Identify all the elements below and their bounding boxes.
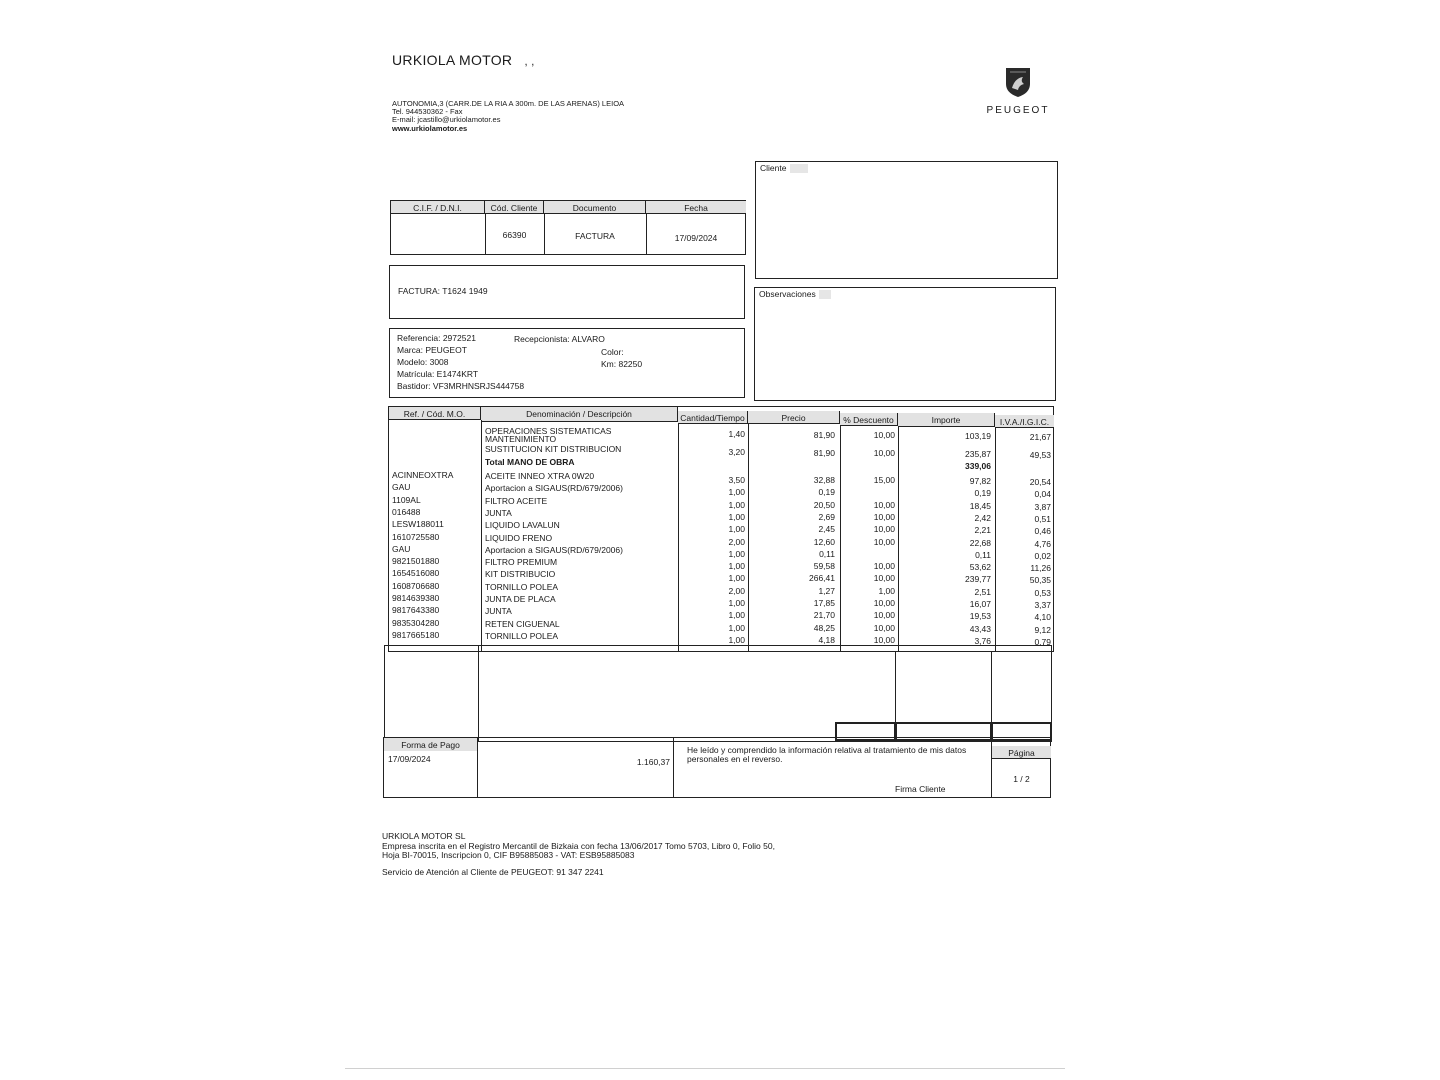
cell-vat: 4,76 bbox=[1034, 538, 1051, 549]
observations-redacted bbox=[819, 290, 831, 299]
cell-discount: 10,00 bbox=[873, 524, 895, 535]
cell-desc: FILTRO ACEITE bbox=[485, 495, 548, 506]
cell-desc: TORNILLO POLEA bbox=[485, 630, 559, 641]
cell-discount: 10,00 bbox=[873, 536, 895, 547]
observations-box bbox=[754, 287, 1056, 401]
cell-ref: ACINNEOXTRA bbox=[392, 470, 454, 480]
cell-vat: 21,67 bbox=[1029, 432, 1051, 442]
cell-ref: 1608706680 bbox=[392, 580, 440, 591]
cell-amount: 235,87 bbox=[965, 449, 991, 459]
cell-qty: 1,40 bbox=[728, 429, 745, 439]
company-address: AUTONOMIA,3 (CARR.DE LA RIA A 300m. DE LAS ARENAS) LEIOA bbox=[392, 99, 625, 108]
cell-price: 81,90 bbox=[813, 430, 835, 440]
footer-registry: Empresa inscrita en el Registro Mercantil de Bizkaia con fecha 13/06/2017 Tomo 5703, Libro 0, Folio 50, bbox=[382, 840, 775, 851]
company-phone: Tel. 944530362 - Fax bbox=[392, 107, 463, 117]
legal-footer bbox=[382, 832, 775, 877]
cell-price: 1,27 bbox=[818, 585, 835, 596]
cell-vat: 3,87 bbox=[1034, 501, 1051, 512]
cell-vat: 9,12 bbox=[1034, 624, 1051, 635]
cell-ref: 9835304280 bbox=[392, 617, 440, 628]
col-amount: Importe bbox=[898, 413, 995, 427]
cell-qty: 1,00 bbox=[728, 610, 745, 621]
cell-amount: 2,42 bbox=[974, 512, 991, 523]
cell-desc: KIT DISTRIBUCIO bbox=[485, 569, 556, 580]
cell-ref: 1654516080 bbox=[392, 568, 440, 579]
cell-discount: 1,00 bbox=[878, 585, 895, 596]
cell-price: 48,25 bbox=[813, 622, 835, 633]
lines-table bbox=[388, 406, 1054, 652]
cell-ref: GAU bbox=[392, 543, 411, 554]
cell-qty: 1,00 bbox=[728, 634, 745, 645]
cell-discount: 10,00 bbox=[873, 511, 895, 522]
payment-label: Forma de Pago bbox=[384, 738, 477, 751]
company-web: www.urkiolamotor.es bbox=[392, 123, 468, 133]
cell-ref: 9817643380 bbox=[392, 605, 440, 616]
cell-vat: 11,26 bbox=[1030, 563, 1051, 574]
lion-shield-icon bbox=[1003, 66, 1033, 98]
vehicle-km: Km: 82250 bbox=[601, 359, 643, 369]
cell-vat: 0,02 bbox=[1034, 550, 1051, 561]
cell-discount: 10,00 bbox=[873, 448, 895, 458]
cell-vat: 0,53 bbox=[1034, 587, 1051, 598]
cell-price: 0,19 bbox=[818, 487, 835, 498]
cell-price: 32,88 bbox=[813, 475, 835, 485]
cell-price: 2,69 bbox=[818, 511, 835, 522]
cell-desc: FILTRO PREMIUM bbox=[485, 557, 558, 568]
cell-qty: 1,00 bbox=[728, 499, 745, 510]
cell-ref: 9821501880 bbox=[392, 556, 440, 567]
cell-amount: 2,21 bbox=[974, 525, 991, 536]
cell-ref: GAU bbox=[392, 482, 411, 493]
cell-vat: 0,04 bbox=[1034, 489, 1051, 500]
cell-discount: 10,00 bbox=[873, 499, 895, 510]
vehicle-make: Marca: PEUGEOT bbox=[397, 345, 467, 355]
col-client-code: Cód. Cliente bbox=[485, 201, 544, 214]
cell-vat: 3,37 bbox=[1034, 600, 1051, 610]
cell-qty: 1,00 bbox=[728, 548, 745, 559]
cell-qty: 1,00 bbox=[728, 598, 745, 608]
peugeot-logo bbox=[975, 66, 1061, 114]
cell-amount: 53,62 bbox=[969, 562, 991, 573]
col-vat: I.V.A./I.G.I.C. bbox=[995, 415, 1054, 428]
cell-qty: 3,50 bbox=[728, 475, 745, 485]
col-quantity: Cantidad/Tiempo bbox=[678, 411, 748, 424]
signature-label: Firma Cliente bbox=[895, 784, 946, 794]
cell-qty: 1,00 bbox=[728, 622, 745, 633]
cell-qty: 2,00 bbox=[728, 585, 745, 596]
cell-ref: 016488 bbox=[392, 506, 421, 517]
cell-price: 81,90 bbox=[813, 448, 835, 458]
observations-label: Observaciones bbox=[759, 289, 816, 299]
invoice-total: 1.160,37 bbox=[636, 757, 670, 767]
cell-price: 4,18 bbox=[818, 634, 835, 645]
col-discount: % Descuento bbox=[840, 413, 898, 426]
cell-qty: 1,00 bbox=[728, 561, 745, 572]
cell-desc: RETEN CIGUENAL bbox=[485, 618, 560, 629]
cell-price: 0,11 bbox=[819, 548, 835, 559]
cell-qty: 3,20 bbox=[728, 447, 745, 457]
labour-total-value: 339,06 bbox=[965, 461, 991, 471]
vehicle-plate: Matrícula: E1474KRT bbox=[397, 369, 479, 379]
labour-desc-2: MANTENIMIENTO bbox=[485, 434, 557, 444]
page-number: 1 / 2 bbox=[1013, 774, 1030, 784]
client-code-value: 66390 bbox=[502, 230, 527, 240]
vehicle-model: Modelo: 3008 bbox=[397, 357, 449, 367]
invoice-number: FACTURA: T1624 1949 bbox=[398, 286, 488, 296]
cell-amount: 239,77 bbox=[965, 574, 991, 585]
cell-ref: 9814639380 bbox=[392, 593, 440, 603]
cell-amount: 0,11 bbox=[975, 549, 991, 560]
privacy-text-2: personales en el reverso. bbox=[687, 754, 783, 764]
cell-desc: JUNTA bbox=[485, 606, 512, 617]
cell-discount: 10,00 bbox=[873, 598, 895, 608]
cell-amount: 103,19 bbox=[965, 431, 991, 441]
cell-desc: JUNTA bbox=[485, 507, 512, 518]
company-email: E-mail: jcastillo@urkiolamotor.es bbox=[392, 115, 501, 125]
cell-discount: 10,00 bbox=[873, 634, 895, 645]
cell-discount: 15,00 bbox=[873, 475, 895, 485]
client-box bbox=[755, 161, 1058, 279]
cell-amount: 97,82 bbox=[969, 476, 991, 486]
cell-price: 59,58 bbox=[813, 561, 835, 572]
cell-desc: ACEITE INNEO XTRA 0W20 bbox=[485, 471, 595, 481]
cell-ref: 1610725580 bbox=[392, 531, 440, 542]
company-address-block bbox=[392, 100, 624, 133]
cell-amount: 22,68 bbox=[969, 537, 991, 548]
cell-ref: LESW188011 bbox=[392, 519, 444, 530]
cell-qty: 2,00 bbox=[728, 536, 745, 547]
date-value: 17/09/2024 bbox=[674, 233, 718, 243]
cell-desc: JUNTA DE PLACA bbox=[485, 594, 556, 604]
col-cif: C.I.F. / D.N.I. bbox=[391, 201, 485, 214]
scan-edge bbox=[345, 1068, 1065, 1069]
document-value: FACTURA bbox=[575, 231, 615, 241]
page-label: Página bbox=[992, 746, 1051, 759]
cell-ref: 9817665180 bbox=[392, 629, 440, 640]
cell-desc: TORNILLO POLEA bbox=[485, 581, 559, 592]
cell-amount: 43,43 bbox=[969, 623, 991, 634]
cell-vat: 0,79 bbox=[1034, 636, 1051, 647]
cell-price: 20,50 bbox=[813, 499, 835, 510]
client-label: Cliente bbox=[760, 163, 787, 173]
cell-vat: 20,54 bbox=[1029, 477, 1051, 487]
labour-desc: OPERACIONES SISTEMATICAS bbox=[485, 426, 612, 436]
cell-discount: 10,00 bbox=[873, 622, 895, 633]
cell-price: 266,41 bbox=[809, 573, 835, 584]
cell-qty: 1,00 bbox=[728, 573, 745, 584]
col-date: Fecha bbox=[646, 201, 746, 214]
cell-qty: 1,00 bbox=[728, 511, 745, 522]
labour-total-label: Total MANO DE OBRA bbox=[485, 457, 575, 467]
cell-vat: 0,46 bbox=[1034, 526, 1051, 537]
cell-desc: Aportacion a SIGAUS(RD/679/2006) bbox=[485, 483, 623, 494]
document-header-table bbox=[390, 200, 746, 255]
cell-price: 2,45 bbox=[818, 524, 835, 535]
vehicle-box bbox=[389, 328, 745, 398]
payment-date: 17/09/2024 bbox=[388, 754, 431, 764]
vehicle-vin: Bastidor: VF3MRHNSRJS444758 bbox=[397, 381, 525, 391]
vehicle-reference: Referencia: 2972521 bbox=[397, 333, 476, 343]
cell-price: 12,60 bbox=[813, 536, 835, 547]
footer-service: Servicio de Atención al Cliente de PEUGEOT: 91 347 2241 bbox=[382, 866, 604, 877]
col-document: Documento bbox=[544, 201, 646, 214]
cell-amount: 2,51 bbox=[974, 586, 991, 597]
cell-desc: Aportacion a SIGAUS(RD/679/2006) bbox=[485, 544, 623, 555]
cell-price: 21,70 bbox=[813, 610, 835, 621]
invoice-number-box bbox=[389, 265, 745, 319]
col-price: Precio bbox=[748, 411, 840, 424]
labour-desc: SUSTITUCION KIT DISTRIBUCION bbox=[485, 444, 622, 454]
cell-desc: LIQUIDO FRENO bbox=[485, 532, 553, 543]
footer-tax-ids: Hoja BI-70015, Inscripcion 0, CIF B95885083 - VAT: ESB95885083 bbox=[382, 850, 635, 860]
cell-desc: LIQUIDO LAVALUN bbox=[485, 520, 560, 531]
continuation-block bbox=[384, 645, 1052, 742]
payment-block bbox=[383, 737, 1051, 798]
cell-amount: 0,19 bbox=[974, 488, 991, 499]
cell-amount: 19,53 bbox=[969, 611, 991, 622]
vehicle-receptionist: Recepcionista: ALVARO bbox=[514, 334, 605, 344]
client-redacted bbox=[790, 164, 808, 173]
brand-wordmark: PEUGEOT bbox=[986, 105, 1050, 116]
vehicle-color: Color: bbox=[601, 347, 624, 357]
company-name: URKIOLA MOTOR , , bbox=[392, 52, 535, 68]
footer-company: URKIOLA MOTOR SL bbox=[382, 831, 466, 841]
col-description: Denominación / Descripción bbox=[481, 407, 678, 422]
cell-vat: 0,51 bbox=[1034, 513, 1051, 524]
col-ref: Ref. / Cód. M.O. bbox=[389, 407, 481, 420]
cell-vat: 49,53 bbox=[1029, 450, 1051, 460]
cell-price: 17,85 bbox=[813, 598, 835, 608]
cell-amount: 18,45 bbox=[969, 500, 991, 511]
company-name-suffix: , , bbox=[524, 56, 535, 68]
cell-qty: 1,00 bbox=[728, 487, 745, 498]
privacy-text-1: He leído y comprendido la información relativa al tratamiento de mis datos bbox=[687, 745, 967, 755]
cell-ref: 1109AL bbox=[392, 494, 421, 505]
cell-vat: 50,35 bbox=[1029, 575, 1051, 586]
cell-qty: 1,00 bbox=[728, 524, 745, 535]
cell-amount: 16,07 bbox=[969, 599, 991, 609]
cell-discount: 10,00 bbox=[873, 430, 895, 440]
cell-discount: 10,00 bbox=[873, 573, 895, 584]
cell-amount: 3,76 bbox=[974, 635, 991, 646]
cell-discount: 10,00 bbox=[873, 561, 895, 572]
cell-discount: 10,00 bbox=[873, 610, 895, 621]
cell-vat: 4,10 bbox=[1034, 612, 1051, 623]
